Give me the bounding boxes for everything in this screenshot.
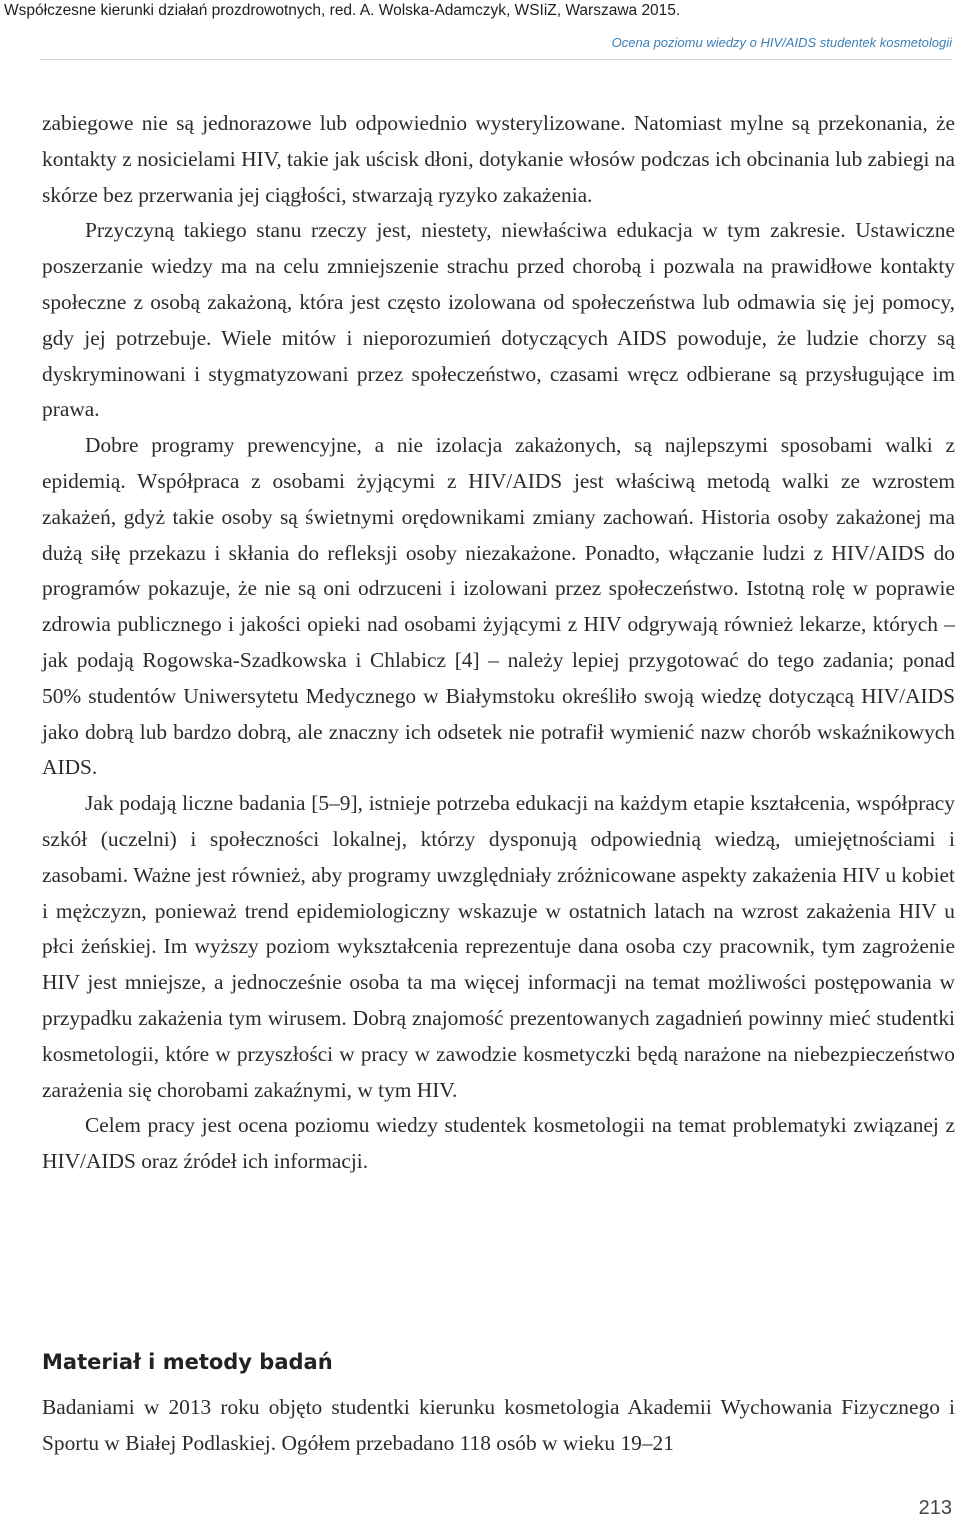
methods-text <box>42 1390 955 1462</box>
methods-paragraph: Badaniami w 2013 roku objęto studentki kierunku kosmetologia Akademii Wychowania Fizycznego i Sportu w Białej Podlaskiej. Ogółem przebadano 118 osób w wieku 19–21 <box>42 1395 955 1455</box>
header-divider <box>40 59 952 60</box>
running-title: Ocena poziomu wiedzy o HIV/AIDS studentek kosmetologii <box>611 35 952 50</box>
main-text <box>42 106 955 1180</box>
paragraph-4: Jak podają liczne badania [5–9], istnieje potrzeba edukacji na każdym etapie kształcenia, współpracy szkół (uczelni) i społeczności lokalnej, którzy dysponują odpowiednią wiedzą, umiejętnościami i zasobami. Ważne jest również, aby programy uwzględniały zróżnicowane aspekty zakażenia HIV u kobiet i mężczyzn, ponieważ trend epidemiologiczny wskazuje w ostatnich latach na wzrost zakażenia HIV u płci żeńskiej. Im wyższy poziom wykształcenia reprezentuje dana osoba czy pracownik, tym zagrożenie HIV jest mniejsze, a jednocześnie osoba ta ma więcej informacji na temat możliwości postępowania w przypadku zakażenia tym wirusem. Dobrą znajomość prezentowanych zagadnień powinny mieć studentki kosmetologii, które w przyszłości w pracy w zawodzie kosmetyczki będą narażone na niebezpieczeństwo zarażenia się chorobami zakaźnymi, w tym HIV. <box>42 791 955 1102</box>
page-number: 213 <box>918 1497 952 1519</box>
paragraph-3: Dobre programy prewencyjne, a nie izolacja zakażonych, są najlepszymi sposobami walki z epidemią. Współpraca z osobami żyjącymi z HIV/AIDS jest właściwą metodą walki ze wzrostem zakażeń, gdyż takie osoby są świetnymi orędownikami zmiany zachowań. Historia osoby zakażonej ma dużą siłę przekazu i skłania do refleksji osoby niezakażone. Ponadto, włączanie ludzi z HIV/AIDS do programów pokazuje, że nie są oni odrzuceni i izolowani przez społeczeństwo. Istotną rolę w poprawie zdrowia publicznego i jakości opieki nad osobami żyjącymi z HIV odgrywają również lekarze, których – jak podają Rogowska-Szadkowska i Chlabicz [4] – należy lepiej przygotować do tego zadania; ponad 50% studentów Uniwersytetu Medycznego w Białymstoku określiło swoją wiedzę dotyczącą HIV/AIDS jako dobrą lub bardzo dobrą, ale znaczny ich odsetek nie potrafił wymienić nazw chorób wskaźnikowych AIDS. <box>42 433 955 780</box>
publication-source-header: Współczesne kierunki działań prozdrowotnych, red. A. Wolska-Adamczyk, WSIiZ, Warszawa 2015. <box>4 2 681 19</box>
paragraph-5: Celem pracy jest ocena poziomu wiedzy studentek kosmetologii na temat problematyki związanej z HIV/AIDS oraz źródeł ich informacji. <box>42 1113 955 1174</box>
section-heading-materials-methods: Materiał i metody badań <box>42 1350 333 1374</box>
paragraph-2: Przyczyną takiego stanu rzeczy jest, niestety, niewłaściwa edukacja w tym zakresie. Ustawiczne poszerzanie wiedzy ma na celu zmniejszenie strachu przed chorobą i pozwala na prawidłowe kontakty społeczne z osobą zakażoną, która jest często izolowana od społeczeństwa lub odmawia się jej pomocy, gdy jej potrzebuje. Wiele mitów i nieporozumień dotyczących AIDS powoduje, że ludzie chorzy są dyskryminowani i stygmatyzowani przez społeczeństwo, czasami wręcz odbierane są przysługujące im prawa. <box>42 218 955 422</box>
paragraph-1: zabiegowe nie są jednorazowe lub odpowiednio wysterylizowane. Natomiast mylne są przekonania, że kontakty z nosicielami HIV, takie jak uścisk dłoni, dotykanie włosów podczas ich obcinania lub zabiegi na skórze bez przerwania jej ciągłości, stwarzają ryzyko zakażenia. <box>42 111 955 207</box>
